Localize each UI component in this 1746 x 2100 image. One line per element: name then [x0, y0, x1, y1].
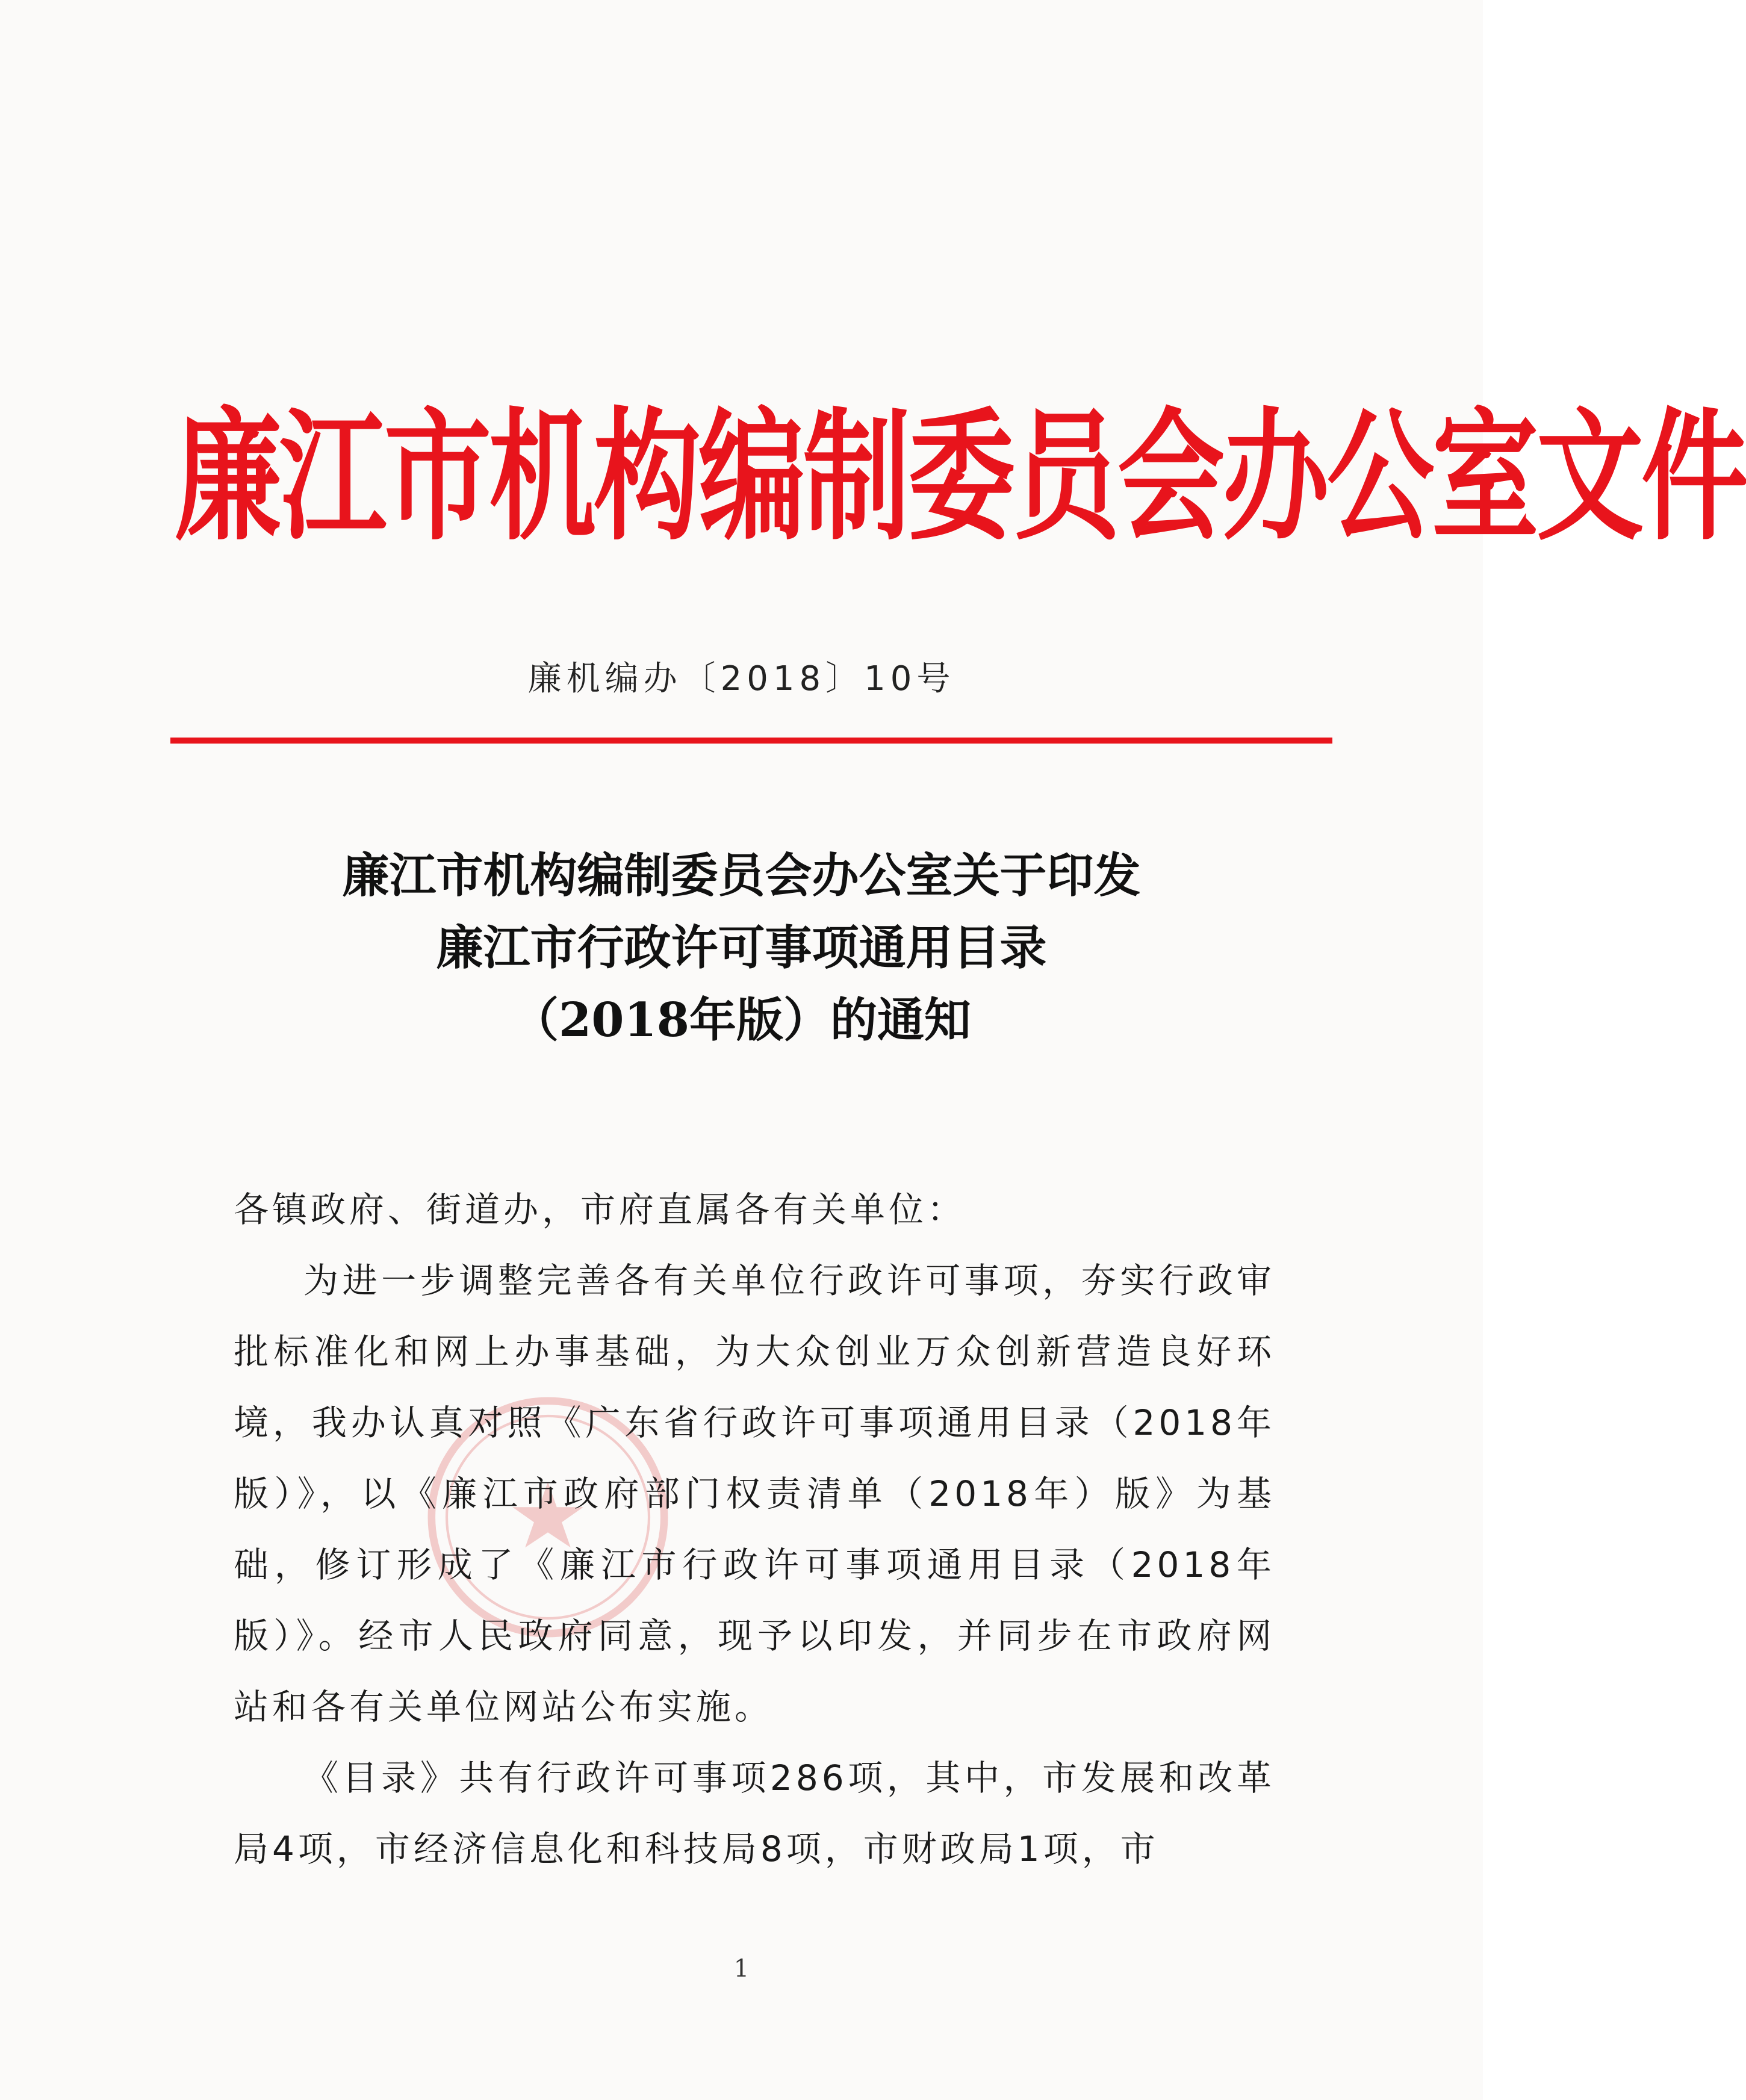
document-title-line-2: 廉江市行政许可事项通用目录	[436, 921, 1047, 975]
body-text	[234, 1174, 1275, 1884]
body-paragraph-1: 为进一步调整完善各有关单位行政许可事项，夯实行政审批标准化和网上办事基础，为大众创业万众创新营造良好环境，我办认真对照《广东省行政许可事项通用目录（2018年版）》，以《廉江市政府部门权责清单（2018年）版》为基础，修订形成了《廉江市行政许可事项通用目录（2018年版）》。经市人民政府同意，现予以印发，并同步在市政府网站和各有关单位网站公布实施。	[234, 1260, 1275, 1727]
salutation: 各镇政府、街道办，市府直属各有关单位：	[234, 1189, 966, 1230]
document-title-line-3: （2018年版）的通知	[511, 993, 972, 1048]
document-number: 廉机编办〔2018〕10号	[527, 659, 955, 698]
red-divider-line	[170, 738, 1332, 744]
masthead-title: 廉江市机构编制委员会办公室文件	[175, 393, 1746, 560]
document-title	[0, 840, 1483, 1057]
body-paragraph-2: 《目录》共有行政许可事项286项，其中，市发展和改革局4项，市经济信息化和科技局8项，市财政局1项，市	[234, 1757, 1275, 1869]
page-number: 1	[733, 1955, 750, 1983]
document-title-line-1: 廉江市机构编制委员会办公室关于印发	[342, 848, 1141, 903]
